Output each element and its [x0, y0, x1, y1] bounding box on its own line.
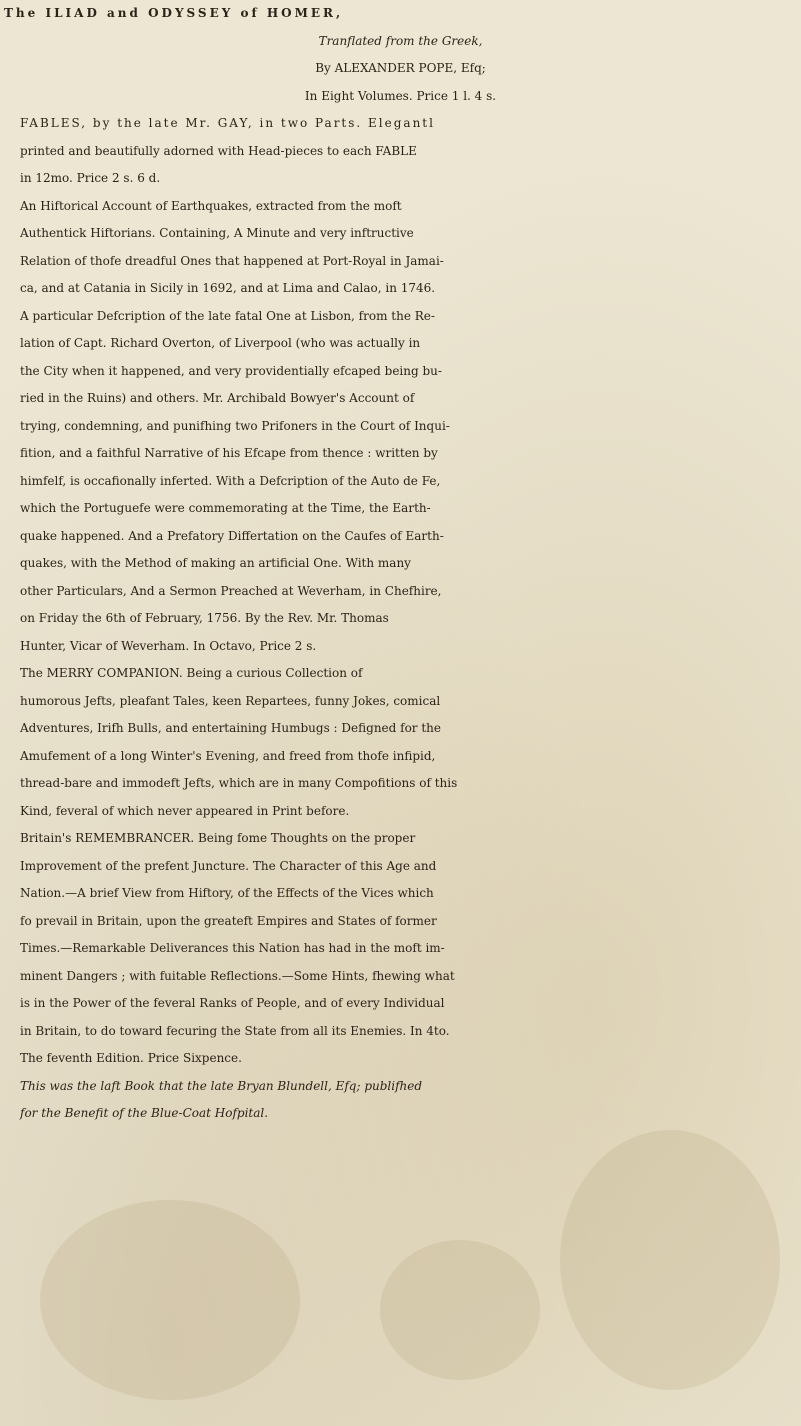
- text-line: other Particulars, And a Sermon Preached at Weverham, in Chefhire,: [20, 583, 442, 598]
- text-line: in 12mo. Price 2 s. 6 d.: [20, 171, 161, 185]
- text-line: Tranflated from the Greek,: [318, 33, 483, 48]
- text-line: humorous Jefts, pleafant Tales, keen Repartees, funny Jokes, comical: [20, 693, 441, 708]
- text-line: This was the laft Book that the late Bryan Blundell, Efq; publifhed: [20, 1078, 423, 1093]
- paper-stain: [380, 1240, 540, 1380]
- text-line: fition, and a faithful Narrative of his Efcape from thence : written by: [20, 446, 438, 460]
- text-line: for the Benefit of the Blue-Coat Hofpital.: [20, 1106, 269, 1120]
- text-line: trying, condemning, and punifhing two Prifoners in the Court of Inqui-: [20, 418, 450, 433]
- text-line: printed and beautifully adorned with Head-pieces to each FABLE: [20, 143, 417, 158]
- text-line: Times.—Remarkable Deliverances this Nation has had in the moft im-: [20, 941, 445, 955]
- text-line: The feventh Edition. Price Sixpence.: [20, 1051, 242, 1065]
- paper-stain: [40, 1200, 300, 1400]
- heading-iliad-odyssey: The ILIAD and ODYSSEY of HOMER,: [4, 6, 344, 20]
- text-line: Improvement of the prefent Juncture. The Character of this Age and: [20, 858, 437, 873]
- text-line: ca, and at Catania in Sicily in 1692, and at Lima and Calao, in 1746.: [20, 281, 436, 295]
- text-line: Hunter, Vicar of Weverham. In Octavo, Price 2 s.: [20, 638, 317, 653]
- text-line: Kind, feveral of which never appeared in Print before.: [20, 803, 350, 818]
- text-line: An Hiftorical Account of Earthquakes, extracted from the moft: [20, 198, 402, 213]
- text-line: himfelf, is occafionally inferted. With a Defcription of the Auto de Fe,: [20, 473, 441, 488]
- text-line: A particular Defcription of the late fatal One at Lisbon, from the Re-: [20, 308, 435, 323]
- text-line: minent Dangers ; with fuitable Reflections.—Some Hints, fhewing what: [20, 968, 455, 983]
- text-line: quakes, with the Method of making an artificial One. With many: [20, 556, 411, 570]
- text-line: By ALEXANDER POPE, Efq;: [315, 61, 486, 75]
- text-line: In Eight Volumes. Price 1 l. 4 s.: [304, 88, 497, 103]
- paper-stain: [560, 1130, 780, 1390]
- text-line: ried in the Ruins) and others. Mr. Archibald Bowyer's Account of: [20, 391, 415, 405]
- text-line: lation of Capt. Richard Overton, of Liverpool (who was actually in: [20, 336, 421, 350]
- text-line: in Britain, to do toward fecuring the State from all its Enemies. In 4to.: [20, 1023, 450, 1038]
- text-line: Adventures, Irifh Bulls, and entertaining Humbugs : Defigned for the: [20, 721, 442, 735]
- text-line: Authentick Hiftorians. Containing, A Minute and very inftructive: [20, 226, 414, 240]
- text-line: is in the Power of the feveral Ranks of People, and of every Individual: [20, 996, 445, 1010]
- text-line: Britain's REMEMBRANCER. Being fome Thoughts on the proper: [20, 831, 416, 845]
- text-line: on Friday the 6th of February, 1756. By the Rev. Mr. Thomas: [20, 611, 389, 625]
- text-line: Nation.—A brief View from Hiftory, of the Effects of the Vices which: [20, 886, 434, 900]
- text-line: fo prevail in Britain, upon the greateft Empires and States of former: [20, 913, 437, 928]
- text-line: which the Portuguefe were commemorating at the Time, the Earth-: [20, 501, 431, 515]
- text-line: the City when it happened, and very providentially efcaped being bu-: [20, 363, 442, 378]
- text-line: thread-bare and immodeft Jefts, which are in many Compofitions of this: [20, 776, 458, 790]
- text-line: The MERRY COMPANION. Being a curious Collection of: [20, 666, 363, 680]
- text-line: Relation of thofe dreadful Ones that happened at Port-Royal in Jamai-: [20, 253, 444, 268]
- text-line: FABLES, by the late Mr. GAY, in two Parts. Elegantl: [20, 116, 435, 130]
- text-line: Amufement of a long Winter's Evening, and freed from thofe infipid,: [20, 748, 436, 763]
- text-line: quake happened. And a Prefatory Differtation on the Caufes of Earth-: [20, 528, 444, 543]
